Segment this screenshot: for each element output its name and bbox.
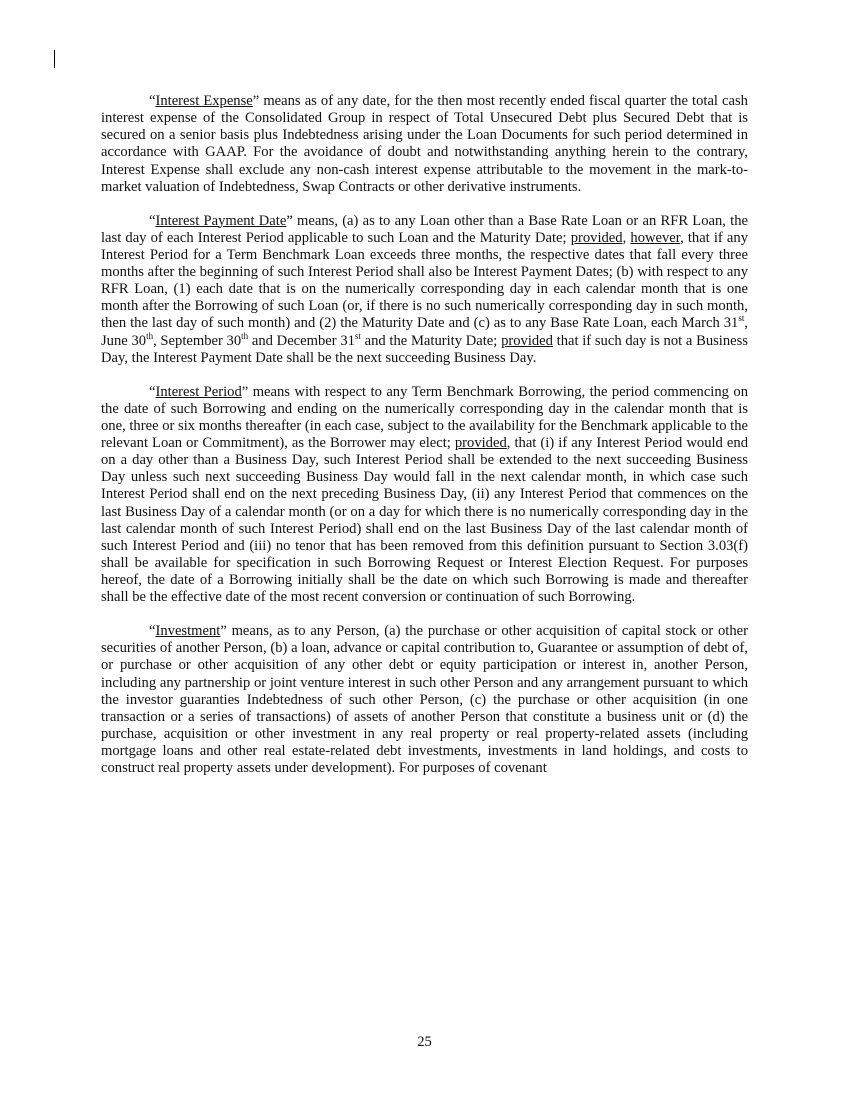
definition-interest-expense [101,93,748,196]
definition-text: that if such day is not a Business Day, the Interest Payment Date shall be the next succeeding Business Day. [101,332,748,366]
definition-text: , that (i) if any Interest Period would end on a day other than a Business Day, such Interest Period shall be extended to the next succeeding Business Day unless such next succeeding Business Day would fall in the next calendar month, in which case such Interest Period shall end on the next preceding Business Day, (ii) any Interest Period that commences on the last Business Day of a calendar month (or on a day for which there is no numerically corresponding day in the last calendar month of such Interest Period) shall end on the last Business Day of the last calendar month of such Interest Period and (iii) no tenor that has been removed from this definition pursuant to Section 3.03(f) shall be available for specification in such Borrowing Request or Interest Election Request. For purposes hereof, the date of a Borrowing initially shall be the date on which such Borrowing is made and thereafter shall be the effective date of the most recent conversion or continuation of such Borrowing. [101,435,748,606]
ordinal-suffix: th [241,330,249,341]
ordinal-suffix: th [146,330,154,341]
definition-text: , September 30 [153,332,242,349]
underlined-qualifier: however [630,229,681,246]
ordinal-suffix: st [738,313,745,324]
underlined-qualifier: provided [454,435,507,451]
page-number: 25 [417,1034,432,1050]
definition-text: “ [149,383,156,400]
definition-investment [101,623,748,777]
underlined-qualifier: provided [501,332,553,349]
defined-term: Interest Expense [155,93,253,109]
definition-text: ” means, as to any Person, (a) the purchase or other acquisition of capital stock or other securities of another Person, (b) a loan, advance or capital contribution to, Guarantee or assumption of debt of, or purchase or other acquisition of any other debt or equity participation or interest in, another Person, including any partnership or joint venture interest in such other Person and any arrangement pursuant to which the investor guaranties Indebtedness of such other Person, (c) the purchase or other acquisition (in one transaction or a series of transactions) of assets of another Person that constitute a business unit or (d) the purchase, acquisition or other investment in any real property or real property-related assets (including mortgage loans and other real estate-related debt investments, investments in land holdings, and costs to construct real property assets under development). For purposes of covenant [101,623,748,777]
definition-text: , [622,229,631,246]
definition-text: “ [149,623,156,640]
definition-interest-payment-date [101,213,748,367]
ordinal-suffix: st [354,330,361,341]
definition-text: “ [149,93,156,109]
document-body [101,93,748,778]
definition-text: and December 31 [248,332,355,349]
definition-text: “ [149,212,156,229]
definition-interest-period [101,384,748,607]
definition-text: ” means, (a) as to any Loan other than a Base Rate Loan or an RFR Loan, the last day of each Interest Period applicable to such Loan and the Maturity Date; [101,212,748,246]
definition-text: , June 30 [101,315,748,349]
definition-text: and the Maturity Date; [360,332,502,349]
definition-text: ” means as of any date, for the then most recently ended fiscal quarter the total cash interest expense of the Consolidated Group in respect of Total Unsecured Debt plus Secured Debt that is secured on a senior basis plus Indebtedness arising under the Loan Documents for such period determined in accordance with GAAP. For the avoidance of doubt and notwithstanding anything herein to the contrary, Interest Expense shall exclude any non-cash interest expense attributable to the movement in the mark-to-market valuation of Indebtedness, Swap Contracts or other derivative instruments. [101,93,748,195]
defined-term: Interest Payment Date [155,212,287,229]
revision-bar [54,50,55,68]
defined-term: Investment [155,623,221,640]
underlined-qualifier: provided [570,229,623,246]
definition-text: ” means with respect to any Term Benchmark Borrowing, the period commencing on the date of such Borrowing and ending on the numerically corresponding day in the calendar month that is one, three or six months thereafter (in each case, subject to the availability for the Benchmark applicable to the relevant Loan or Commitment), as the Borrower may elect; [101,383,748,451]
defined-term: Interest Period [155,383,242,400]
definition-text: , that if any Interest Period for a Term Benchmark Loan exceeds three months, the respective dates that fall every three months after the beginning of such Interest Period shall also be Interest Payment Dates; (b) with respect to any RFR Loan, (1) each date that is on the numerically corresponding day in each calendar month that is one month after the Borrowing of such Loan (or, if there is no such numerically corresponding day in such month, then the last day of such month) and (2) the Maturity Date and (c) as to any Base Rate Loan, each March 31 [101,229,749,332]
